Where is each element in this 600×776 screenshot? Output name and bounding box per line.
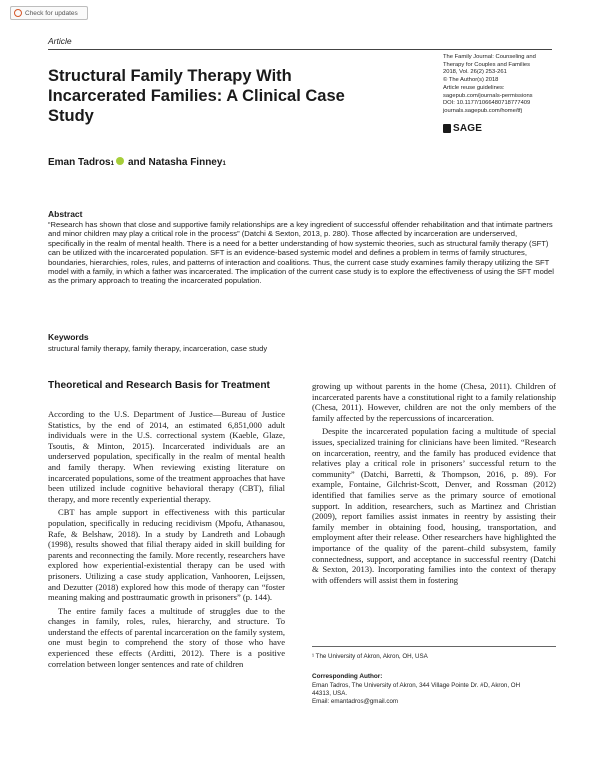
author-name: Natasha Finney	[148, 157, 223, 168]
corresponding-author-details	[312, 682, 556, 707]
journal-line: The Family Journal: Counseling and	[443, 54, 536, 60]
abstract-text: “Research has shown that close and supportive family relationships are a key ingredient of successful offender rehabilitation and that intimate partners and minor children may play a critical role in the process” (Datchi & Sexton, 2013, p. 280). Those affected by incarceration are underserved, specifically in the realm of mental health. There is a need for a better understanding of how systemic theories, such as structural family therapy (SFT) can be utilized with the incarcerated population. SFT is an evidence-based systemic model and defines a problem in terms of family structures, boundaries, hierarchies, roles, rules, and patterns of interaction and coalitions. Thus, the current case study examines family therapy utilizing the SFT model with a family, in which a father was incarcerated. The implication of the current case study is to explore the effectiveness of using the SFT model as the primary approach to treating the incarcerated population.	[48, 220, 554, 286]
section-heading: Theoretical and Research Basis for Treatment	[48, 380, 270, 391]
journal-line: Therapy for Couples and Families	[443, 61, 530, 68]
keywords-heading: Keywords	[48, 332, 89, 342]
body-paragraph: According to the U.S. Department of Justice—Bureau of Justice Statistics, by the end of 2014, an estimated 6,851,000 adult individuals were in the U.S. correctional system (Kaeble, Glaze, Tsoutis, & Minton, 2015). Incarcerated individuals are an underserved population, specifically in the realm of mental health and family therapy. When reviewing existing literature on incarcerated populations, some of the treatment approaches that have been utilized include cognitive behavioral therapy (CBT), filial therapy, and more recently experiential therapy.	[48, 409, 285, 504]
article-title: Structural Family Therapy With Incarcerated Families: A Clinical Case Study	[48, 67, 345, 125]
orcid-icon[interactable]	[116, 157, 124, 165]
badge-label: Check for updates	[25, 9, 78, 17]
journal-line: 2018, Vol. 26(2) 253-261	[443, 69, 507, 76]
author-name: Eman Tadros	[48, 157, 111, 168]
corresponding-author-heading: Corresponding Author:	[312, 673, 383, 680]
sage-logo-icon	[443, 124, 451, 133]
publisher-logo-text: SAGE	[453, 123, 483, 134]
header-rule	[48, 49, 552, 50]
publisher-logo	[443, 123, 482, 134]
doi-line[interactable]: DOI: 10.1177/1066480718777409	[443, 100, 531, 107]
body-paragraph: Despite the incarcerated population facing a multitude of special issues, specialized training for clinicians have been limited. “Research on incarceration, reentry, and the family has produced evidence that relatives play a critical role in prisoners’ successful return to the community” (Datchi, Barretti, & Thompson, 2016, p. 89). For example, Fontaine, Gilchrist-Scott, Denver, and Rossman (2012) identified that families serve as the primary source of emotional support. In addition, researchers, such as Martinez and Christian (2009), report families assist inmates in reentry by assisting their family member in obtaining food, housing, transportation, and employment after their release. Other researchers have highlighted the importance of the quality of the parent–child subsystem, family connectedness, support, and acceptance in successful reentry (Datchi & Sexton, 2013). Incorporating families into the context of therapy with offenders will assist them in fostering	[312, 426, 556, 585]
update-icon	[14, 9, 22, 17]
article-type-label: Article	[48, 36, 72, 46]
keywords-text: structural family therapy, family therapy, incarceration, case study	[48, 344, 268, 353]
body-paragraph: The entire family faces a multitude of struggles due to the changes in family, roles, rules, hierarchy, and structure. To understand the effects of parental incarceration on the family system, one must begin to comprehend the story of those who have experienced these effects (Arditti, 2012). There is a positive correlation between longer sentences and rate of children	[48, 605, 285, 669]
affiliation-footnote: ¹ The University of Akron, Akron, OH, USA	[312, 653, 428, 660]
footnote-rule	[312, 646, 556, 647]
author-connector: and	[127, 157, 146, 168]
permissions-link[interactable]: sagepub.com/journals-permissions	[443, 92, 533, 99]
affiliation-marker: 1	[110, 161, 114, 167]
journal-line: Article reuse guidelines:	[443, 84, 505, 91]
abstract-heading: Abstract	[48, 209, 83, 219]
journal-homepage-link[interactable]: journals.sagepub.com/home/tfj	[443, 107, 522, 114]
affiliation-marker: 1	[222, 161, 226, 167]
body-column-right	[312, 381, 556, 585]
body-paragraph: CBT has ample support in effectiveness with this particular population, specifically in reducing recidivism (Mpofu, Athanasou, Rafe, & Belshaw, 2018). In a study by Landreth and Lobaugh (1998), results showed that filial therapy aided in skill building for parents and reconnecting the family. More recently, researchers have explored how experiential-existential therapy can be used with prisoners. Utilizing a case study application, Vanhooren, Leijssen, and Dezutter (2018) explored how this mode of therapy can “foster meaning making and posttraumatic growth in prisoners” (p. 144).	[48, 507, 285, 603]
corresponding-author-line: Eman Tadros, The University of Akron, 344 Village Pointe Dr. #D, Akron, OH	[312, 682, 521, 689]
corresponding-author-line: 44313, USA.	[312, 690, 348, 698]
corresponding-author-email[interactable]: Email: emantadros@gmail.com	[312, 698, 399, 706]
body-paragraph: growing up without parents in the home (Chesa, 2011). Children of incarcerated parents have a constitutional right to a family relationship (Chesa, 2011). However, children are not the only members of the family affected by the repercussions of incarceration.	[312, 381, 556, 423]
journal-line: © The Author(s) 2018	[443, 77, 499, 84]
body-column-left	[48, 409, 285, 669]
author-list	[48, 157, 226, 168]
check-for-updates-badge[interactable]	[10, 6, 88, 20]
journal-info	[443, 54, 558, 116]
